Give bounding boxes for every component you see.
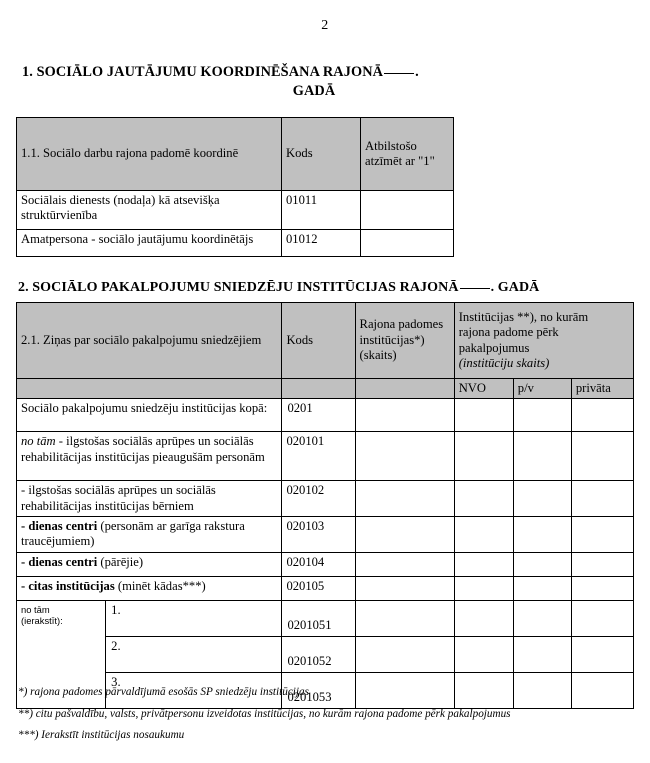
row-label-adult-care bbox=[17, 432, 282, 481]
table-row bbox=[17, 230, 454, 257]
header-group-line4: (institūciju skaits) bbox=[458, 355, 550, 370]
table-row bbox=[17, 600, 634, 636]
no-tam-line1: no tām bbox=[21, 603, 50, 615]
section-2-heading-suffix: . GADĀ bbox=[490, 280, 540, 295]
row-label-day-centres-mental-rest: (personām ar garīga rakstura traucējumiem) bbox=[21, 519, 245, 549]
section-1-table-wrapper bbox=[16, 117, 454, 257]
row-label-day-centres-other-rest: (pārējie) bbox=[97, 554, 144, 569]
row-nvo-input-0201051[interactable] bbox=[454, 600, 513, 636]
row-code-0201053: 0201053 bbox=[282, 672, 355, 708]
row-label-other-institutions bbox=[17, 576, 282, 600]
header-cell-mark: Atbilstošo atzīmēt ar "1" bbox=[361, 118, 454, 191]
row-label-total-providers: Sociālo pakalpojumu sniedzēju institūcijas kopā: bbox=[17, 399, 282, 432]
section-2-table bbox=[16, 302, 634, 709]
row-mark-input-01012[interactable] bbox=[361, 230, 454, 257]
row-nvo-input-0201[interactable] bbox=[454, 399, 513, 432]
no-tam-line2: (ierakstīt): bbox=[21, 615, 63, 627]
section-2-heading-text: 2. SOCIĀLO PAKALPOJUMU SNIEDZĒJU INSTITŪCIJAS RAJONĀ bbox=[18, 280, 459, 295]
row-nvo-input-0201052[interactable] bbox=[454, 636, 513, 672]
year-blank-2 bbox=[460, 288, 490, 289]
header-cell-kods: Kods bbox=[282, 303, 355, 379]
subheader-cell-pv: p/v bbox=[513, 379, 571, 399]
row-privata-input-0201051[interactable] bbox=[571, 600, 633, 636]
section-2-table-wrapper bbox=[16, 302, 634, 709]
section-1-heading-line2: GADĀ bbox=[292, 83, 336, 100]
row-code-020101: 020101 bbox=[282, 432, 355, 481]
row-rajona-input-020101[interactable] bbox=[355, 432, 454, 481]
row-rajona-input-020102[interactable] bbox=[355, 481, 454, 517]
row-pv-input-020105[interactable] bbox=[513, 576, 571, 600]
subheader-cell-nvo: NVO bbox=[454, 379, 513, 399]
subheader-spacer-providers bbox=[17, 379, 282, 399]
row-rajona-input-020103[interactable] bbox=[355, 517, 454, 553]
section-1-heading-line1: 1. SOCIĀLO JAUTĀJUMU KOORDINĒŠANA RAJONĀ bbox=[22, 64, 384, 80]
header-group-line3: pakalpojumus bbox=[458, 340, 530, 355]
year-blank-1 bbox=[384, 73, 414, 74]
row-label-social-service: Sociālais dienests (nodaļa) kā atsevišķa struktūrvienība bbox=[17, 191, 282, 230]
row-pv-input-020101[interactable] bbox=[513, 432, 571, 481]
row-label-day-centres-other-bold: - dienas centri bbox=[21, 554, 98, 569]
header-cell-purchased-institutions bbox=[454, 303, 633, 379]
row-rajona-input-0201051[interactable] bbox=[355, 600, 454, 636]
row-code-0201: 0201 bbox=[282, 399, 355, 432]
row-label-day-centres-mental bbox=[17, 517, 282, 553]
header-group-line1: Institūcijas **), no kurām bbox=[458, 309, 589, 324]
subheader-spacer-kods bbox=[282, 379, 355, 399]
footnote-2: **) citu pašvaldību, valsts, privātpersonu izveidotas institūcijas, no kurām rajona padome pērk pakalpojumus bbox=[18, 707, 511, 720]
row-nvo-input-020105[interactable] bbox=[454, 576, 513, 600]
row-input-institution-1[interactable] bbox=[106, 600, 282, 636]
row-privata-input-020103[interactable] bbox=[571, 517, 633, 553]
row-code-01012: 01012 bbox=[282, 230, 361, 257]
row-privata-input-020104[interactable] bbox=[571, 552, 633, 576]
row-pv-input-0201[interactable] bbox=[513, 399, 571, 432]
row-label-adult-care-rest: - ilgstošas sociālās aprūpes un sociālās rehabilitācijas institūcijas pieaugušām personām bbox=[21, 434, 265, 464]
footnotes bbox=[18, 686, 638, 751]
row-label-day-centres-other bbox=[17, 552, 282, 576]
row-code-0201052: 0201052 bbox=[282, 636, 355, 672]
subheader-spacer-rajona bbox=[355, 379, 454, 399]
row-number-3: 3. bbox=[111, 674, 121, 689]
row-privata-input-0201[interactable] bbox=[571, 399, 633, 432]
table-row bbox=[17, 552, 634, 576]
row-privata-input-020102[interactable] bbox=[571, 481, 633, 517]
footnote-3: ***) Ierakstīt institūcijas nosaukumu bbox=[18, 729, 185, 742]
section-2-heading bbox=[0, 279, 539, 297]
row-privata-input-020105[interactable] bbox=[571, 576, 633, 600]
row-label-officer: Amatpersona - sociālo jautājumu koordinētājs bbox=[17, 230, 282, 257]
subheader-cell-privata: privāta bbox=[571, 379, 633, 399]
row-pv-input-020102[interactable] bbox=[513, 481, 571, 517]
row-label-child-care: - ilgstošas sociālās aprūpes un sociālās rehabilitācijas institūcijas bērniem bbox=[17, 481, 282, 517]
row-code-01011: 01011 bbox=[282, 191, 361, 230]
row-privata-input-020101[interactable] bbox=[571, 432, 633, 481]
header-cell-kods: Kods bbox=[282, 118, 361, 191]
table-header-row-main bbox=[17, 303, 634, 379]
row-label-other-institutions-bold: - citas institūcijas bbox=[21, 578, 115, 593]
row-pv-input-020104[interactable] bbox=[513, 552, 571, 576]
row-nvo-input-020103[interactable] bbox=[454, 517, 513, 553]
section-1-heading-suffix: . bbox=[415, 64, 419, 80]
row-number-2: 2. bbox=[111, 638, 121, 653]
row-pv-input-0201051[interactable] bbox=[513, 600, 571, 636]
table-row bbox=[17, 191, 454, 230]
table-row bbox=[17, 481, 634, 517]
header-cell-coordinator: 1.1. Sociālo darbu rajona padomē koordinē bbox=[17, 118, 282, 191]
table-header-row bbox=[17, 118, 454, 191]
row-rajona-input-020104[interactable] bbox=[355, 552, 454, 576]
table-row bbox=[17, 432, 634, 481]
header-cell-providers: 2.1. Ziņas par sociālo pakalpojumu sniedzējiem bbox=[17, 303, 282, 379]
row-nvo-input-020101[interactable] bbox=[454, 432, 513, 481]
row-mark-input-01011[interactable] bbox=[361, 191, 454, 230]
table-row bbox=[17, 576, 634, 600]
row-rajona-input-0201[interactable] bbox=[355, 399, 454, 432]
table-row bbox=[17, 399, 634, 432]
row-label-adult-care-prefix: no tām bbox=[21, 434, 56, 449]
table-row bbox=[17, 517, 634, 553]
row-number-1: 1. bbox=[111, 602, 121, 617]
row-label-day-centres-mental-bold: - dienas centri bbox=[21, 519, 98, 534]
table-row bbox=[17, 636, 634, 672]
header-cell-rajona-institutions: Rajona padomes institūcijas*) (skaits) bbox=[355, 303, 454, 379]
footnote-1: *) rajona padomes pārvaldījumā esošās SP sniedzēju institūcijas bbox=[18, 686, 309, 698]
row-input-institution-2[interactable] bbox=[106, 636, 282, 672]
table-header-row-sub bbox=[17, 379, 634, 399]
row-code-020105: 020105 bbox=[282, 576, 355, 600]
row-code-020104: 020104 bbox=[282, 552, 355, 576]
header-group-line2: rajona padome pērk bbox=[458, 325, 559, 340]
row-privata-input-0201052[interactable] bbox=[571, 636, 633, 672]
row-code-0201051: 0201051 bbox=[282, 600, 355, 636]
row-code-020102: 020102 bbox=[282, 481, 355, 517]
row-nvo-input-020104[interactable] bbox=[454, 552, 513, 576]
row-pv-input-0201052[interactable] bbox=[513, 636, 571, 672]
row-nvo-input-020102[interactable] bbox=[454, 481, 513, 517]
section-1-table bbox=[16, 117, 454, 257]
row-code-020103: 020103 bbox=[282, 517, 355, 553]
row-rajona-input-0201052[interactable] bbox=[355, 636, 454, 672]
row-rajona-input-020105[interactable] bbox=[355, 576, 454, 600]
section-1-heading bbox=[0, 63, 650, 101]
row-label-other-institutions-rest: (minēt kādas***) bbox=[114, 578, 206, 593]
page-number: 2 bbox=[321, 18, 329, 33]
row-pv-input-020103[interactable] bbox=[513, 517, 571, 553]
